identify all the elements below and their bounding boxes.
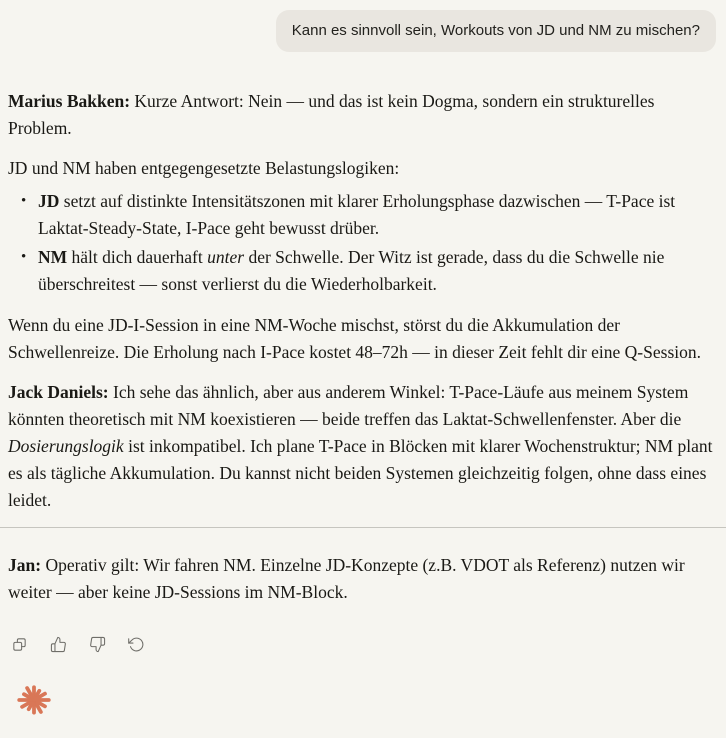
- paragraph-text: JD und NM haben entgegengesetzte Belastungslogiken:: [8, 158, 400, 178]
- section-divider: [0, 527, 726, 528]
- user-message-bubble: [276, 10, 716, 52]
- bullet-list: [8, 188, 716, 298]
- message-actions-toolbar: [8, 619, 716, 655]
- assistant-paragraph: [8, 155, 716, 182]
- paragraph-text: ist inkompatibel. Ich plane T-Pace in Blöcken mit klarer Wochenstruktur; NM plant es als tägliche Akkumulation. Du kannst nicht beiden Systemen gleichzeitig folgen, ohne dass eines leidet.: [8, 436, 713, 510]
- thumbs-up-button[interactable]: [47, 633, 69, 655]
- assistant-paragraph: [8, 312, 716, 366]
- assistant-paragraph: [8, 88, 716, 142]
- emphasized-word: Dosierungslogik: [8, 436, 124, 456]
- thumbs-down-button[interactable]: [86, 633, 108, 655]
- retry-icon: [128, 636, 145, 653]
- thumbs-up-icon: [50, 636, 67, 653]
- paragraph-text: Wenn du eine JD-I-Session in eine NM-Woche mischst, störst du die Akkumulation der Schwellenreize. Die Erholung nach I-Pace kostet 48–72h — in dieser Zeit fehlt dir eine Q-Session.: [8, 315, 701, 362]
- claude-logo: [15, 681, 716, 724]
- emphasized-word: unter: [207, 247, 245, 267]
- speaker-name-jan: Jan:: [8, 555, 42, 575]
- term-nm: NM: [38, 247, 68, 267]
- starburst-icon: [15, 681, 53, 719]
- list-item-text: setzt auf distinkte Intensitätszonen mit klarer Erholungsphase dazwischen — T-Pace ist Laktat-Steady-State, I-Pace geht bewusst drüber.: [38, 191, 676, 238]
- list-item: [38, 188, 716, 242]
- speaker-name-marius: Marius Bakken:: [8, 91, 131, 111]
- assistant-paragraph: [8, 552, 716, 606]
- copy-icon: [11, 636, 28, 653]
- list-item: [38, 244, 716, 298]
- paragraph-text: Ich sehe das ähnlich, aber aus anderem Winkel: T-Pace-Läufe aus meinem System könnten theoretisch mit NM koexistieren — beide treffen das Laktat-Schwellenfenster. Aber die: [8, 382, 689, 429]
- paragraph-text: Kurze Antwort: Nein — und das ist kein Dogma, sondern ein strukturelles Problem.: [8, 91, 655, 138]
- paragraph-text: Operativ gilt: Wir fahren NM. Einzelne JD-Konzepte (z.B. VDOT als Referenz) nutzen wir weiter — aber keine JD-Sessions im NM-Block.: [8, 555, 685, 602]
- user-message-text: Kann es sinnvoll sein, Workouts von JD und NM zu mischen?: [291, 22, 700, 39]
- thumbs-down-icon: [89, 636, 106, 653]
- retry-button[interactable]: [125, 633, 147, 655]
- copy-button[interactable]: [8, 633, 30, 655]
- user-message-row: [0, 0, 726, 52]
- assistant-message: [0, 52, 726, 724]
- list-item-text: hält dich dauerhaft: [67, 247, 208, 267]
- speaker-name-jack-daniels: Jack Daniels:: [8, 382, 109, 402]
- assistant-paragraph: [8, 379, 716, 514]
- term-jd: JD: [38, 191, 60, 211]
- list-item-text: der Schwelle. Der Witz ist gerade, dass du die Schwelle nie überschreitest — sonst verlierst du die Wiederholbarkeit.: [38, 247, 665, 294]
